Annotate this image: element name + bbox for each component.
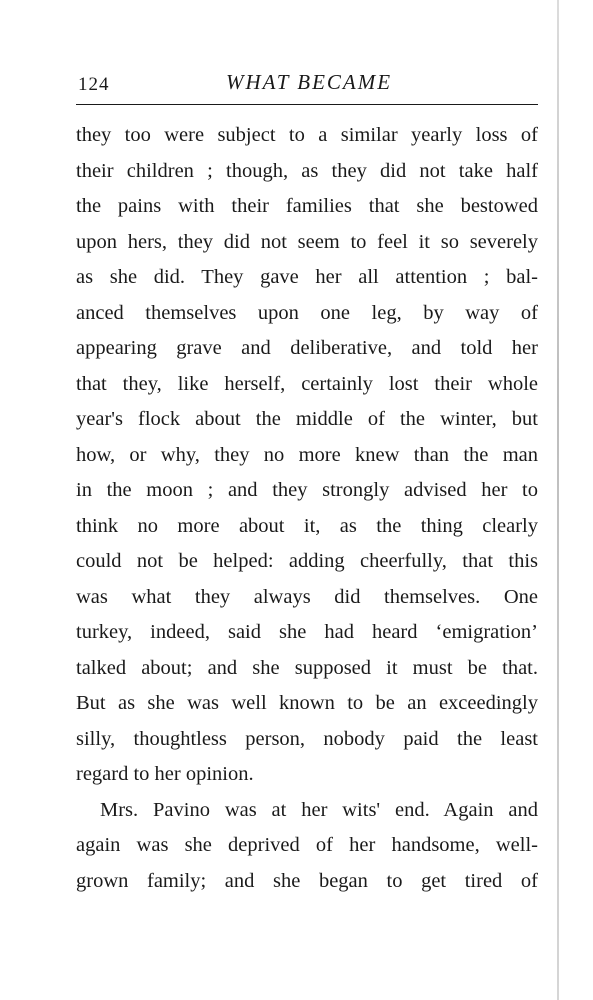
header-rule (76, 104, 538, 105)
running-title: WHAT BECAME (226, 70, 393, 94)
text-line: in the moon ; and they strongly advised her to (76, 479, 538, 501)
text-line: year's flock about the middle of the winter, but (76, 408, 538, 430)
page-edge-shadow (557, 0, 559, 1000)
text-line: appearing grave and deliberative, and told her (76, 337, 538, 359)
text-line: their children ; though, as they did not take half (76, 159, 538, 182)
text-line: regard to her opinion. (76, 763, 254, 785)
text-line: how, or why, they no more knew than the man (76, 443, 538, 466)
text-line: the pains with their families that she bestowed (76, 195, 538, 217)
text-line: could not be helped: adding cheerfully, that this (76, 550, 538, 572)
text-line: silly, thoughtless person, nobody paid the least (76, 727, 538, 750)
text-line: anced themselves upon one leg, by way of (76, 301, 538, 324)
text-line: But as she was well known to be an exceedingly (76, 692, 538, 714)
text-line: again was she deprived of her handsome, well- (76, 834, 538, 856)
page-header (76, 70, 538, 106)
text-line: grown family; and she began to get tired of (76, 869, 538, 892)
text-line: think no more about it, as the thing clearly (76, 514, 538, 537)
text-line: that they, like herself, certainly lost their whole (76, 372, 538, 395)
text-line: was what they always did themselves. One (76, 585, 538, 608)
text-line: Mrs. Pavino was at her wits' end. Again and (100, 798, 538, 821)
text-line: upon hers, they did not seem to feel it so severely (76, 230, 538, 253)
text-line: turkey, indeed, said she had heard ‘emigration’ (76, 621, 538, 643)
body-text (76, 118, 538, 899)
text-line: talked about; and she supposed it must be that. (76, 656, 538, 679)
text-line: as she did. They gave her all attention ; bal- (76, 266, 538, 288)
text-line: they too were subject to a similar yearly loss of (76, 124, 538, 146)
page-number: 124 (78, 74, 110, 95)
